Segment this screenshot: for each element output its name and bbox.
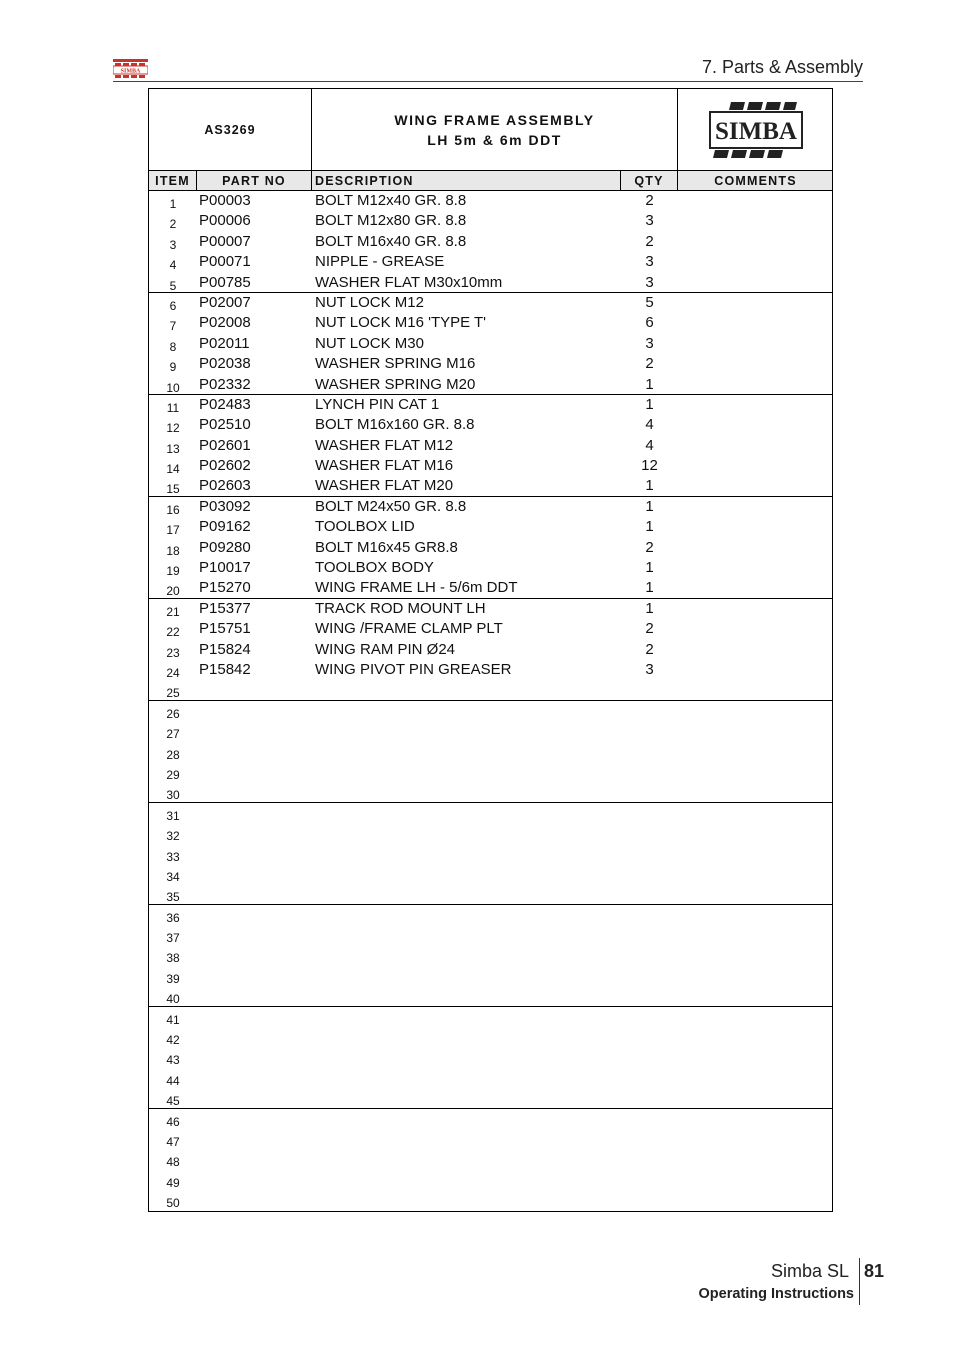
table-row bbox=[149, 1088, 832, 1108]
item-number: 50 bbox=[166, 1196, 180, 1211]
part-description: WING RAM PIN Ø24 bbox=[315, 640, 456, 658]
part-number: P15751 bbox=[199, 620, 251, 638]
item-number: 2 bbox=[169, 217, 177, 232]
item-number: 33 bbox=[166, 849, 180, 864]
part-description: WING FRAME LH - 5/6m DDT bbox=[315, 579, 518, 597]
part-description: WASHER FLAT M30x10mm bbox=[315, 273, 503, 291]
table-row bbox=[149, 823, 832, 843]
item-number: 6 bbox=[169, 298, 177, 313]
part-number: P02601 bbox=[199, 436, 251, 454]
part-description: WING PIVOT PIN GREASER bbox=[315, 660, 512, 678]
part-qty: 1 bbox=[645, 497, 654, 515]
item-number: 49 bbox=[166, 1175, 180, 1190]
part-qty: 3 bbox=[645, 253, 654, 271]
item-number: 27 bbox=[166, 727, 180, 742]
item-number: 14 bbox=[166, 462, 180, 477]
part-description: LYNCH PIN CAT 1 bbox=[315, 395, 440, 413]
part-number: P00006 bbox=[199, 212, 251, 230]
item-number: 47 bbox=[166, 1134, 180, 1149]
part-description: BOLT M16x40 GR. 8.8 bbox=[315, 232, 467, 250]
table-row bbox=[149, 211, 832, 231]
table-row bbox=[149, 701, 832, 721]
item-number: 31 bbox=[166, 808, 180, 823]
item-number: 11 bbox=[166, 400, 180, 415]
part-description: TOOLBOX LID bbox=[315, 518, 415, 536]
part-number: P09162 bbox=[199, 518, 251, 536]
item-number: 32 bbox=[166, 829, 180, 844]
part-qty: 2 bbox=[645, 355, 654, 373]
part-qty: 3 bbox=[645, 660, 654, 678]
table-row bbox=[149, 578, 832, 598]
table-row bbox=[149, 1149, 832, 1169]
part-description: NIPPLE - GREASE bbox=[315, 253, 445, 271]
part-qty: 2 bbox=[645, 640, 654, 658]
part-qty: 1 bbox=[645, 599, 654, 617]
part-description: BOLT M24x50 GR. 8.8 bbox=[315, 497, 467, 515]
item-number: 41 bbox=[166, 1012, 180, 1027]
part-description: BOLT M16x160 GR. 8.8 bbox=[315, 416, 475, 434]
part-description: WASHER FLAT M16 bbox=[315, 457, 454, 475]
item-number: 7 bbox=[169, 319, 177, 334]
item-number: 25 bbox=[166, 686, 180, 701]
part-number: P02483 bbox=[199, 395, 251, 413]
table-row bbox=[149, 375, 832, 395]
item-number: 9 bbox=[169, 360, 177, 375]
item-number: 18 bbox=[166, 543, 180, 558]
part-qty: 3 bbox=[645, 273, 654, 291]
table-row bbox=[149, 742, 832, 762]
header-rule bbox=[113, 81, 863, 82]
part-description: NUT LOCK M30 bbox=[315, 334, 424, 352]
table-row bbox=[149, 803, 832, 823]
item-number: 20 bbox=[166, 584, 180, 599]
part-qty: 1 bbox=[645, 395, 654, 413]
col-header-item: ITEM bbox=[149, 171, 197, 190]
part-qty: 1 bbox=[645, 559, 654, 577]
part-number: P09280 bbox=[199, 538, 251, 556]
item-number: 40 bbox=[166, 992, 180, 1007]
item-number: 42 bbox=[166, 1033, 180, 1048]
table-row bbox=[149, 782, 832, 802]
part-description: BOLT M12x40 GR. 8.8 bbox=[315, 192, 467, 209]
item-number: 48 bbox=[166, 1155, 180, 1170]
table-row bbox=[149, 884, 832, 904]
item-number: 45 bbox=[166, 1094, 180, 1109]
item-number: 5 bbox=[169, 278, 177, 293]
table-row bbox=[149, 1190, 832, 1210]
parts-rows bbox=[149, 191, 832, 1211]
part-number: P02007 bbox=[199, 293, 251, 311]
footer-separator bbox=[859, 1258, 860, 1305]
part-number: P15270 bbox=[199, 579, 251, 597]
table-row bbox=[149, 497, 832, 517]
table-row bbox=[149, 517, 832, 537]
table-row bbox=[149, 538, 832, 558]
part-description: WASHER SPRING M16 bbox=[315, 355, 476, 373]
assembly-title-line1: WING FRAME ASSEMBLY bbox=[394, 111, 595, 128]
part-description: WING /FRAME CLAMP PLT bbox=[315, 620, 503, 638]
table-row bbox=[149, 1047, 832, 1067]
part-qty: 4 bbox=[645, 436, 654, 454]
table-row bbox=[149, 313, 832, 333]
footer-subtitle: Operating Instructions bbox=[698, 1286, 854, 1302]
item-number: 26 bbox=[166, 706, 180, 721]
col-header-description: DESCRIPTION bbox=[312, 171, 621, 190]
item-number: 28 bbox=[166, 747, 180, 762]
part-number: P15824 bbox=[199, 640, 251, 658]
table-row bbox=[149, 660, 832, 680]
title-block bbox=[149, 89, 832, 171]
section-title: 7. Parts & Assembly bbox=[701, 57, 863, 77]
table-row bbox=[149, 1068, 832, 1088]
part-number: P02602 bbox=[199, 457, 251, 475]
part-number: P10017 bbox=[199, 559, 251, 577]
simba-logo-small bbox=[113, 59, 148, 79]
item-number: 36 bbox=[166, 910, 180, 925]
table-row bbox=[149, 456, 832, 476]
item-number: 1 bbox=[169, 197, 177, 211]
footer-model: Simba SL bbox=[771, 1261, 850, 1281]
table-row bbox=[149, 966, 832, 986]
part-description: WASHER FLAT M12 bbox=[315, 436, 454, 454]
assembly-title bbox=[312, 89, 678, 170]
svg-text:SIMBA: SIMBA bbox=[714, 117, 797, 145]
table-row bbox=[149, 1109, 832, 1129]
table-row bbox=[149, 415, 832, 435]
part-number: P15377 bbox=[199, 599, 251, 617]
part-description: TRACK ROD MOUNT LH bbox=[315, 599, 486, 617]
item-number: 44 bbox=[166, 1073, 180, 1088]
part-qty: 4 bbox=[645, 416, 654, 434]
table-row bbox=[149, 354, 832, 374]
part-qty: 2 bbox=[645, 192, 654, 209]
part-qty: 1 bbox=[645, 518, 654, 536]
column-headers bbox=[149, 171, 832, 191]
table-row bbox=[149, 252, 832, 272]
item-number: 38 bbox=[166, 951, 180, 966]
table-row bbox=[149, 395, 832, 415]
part-qty: 2 bbox=[645, 620, 654, 638]
table-row bbox=[149, 599, 832, 619]
table-row bbox=[149, 945, 832, 965]
item-number: 21 bbox=[166, 604, 180, 619]
table-row bbox=[149, 680, 832, 700]
part-number: P02510 bbox=[199, 416, 251, 434]
part-description: BOLT M16x45 GR8.8 bbox=[315, 538, 458, 556]
item-number: 43 bbox=[166, 1053, 180, 1068]
item-number: 46 bbox=[166, 1114, 180, 1129]
table-row bbox=[149, 619, 832, 639]
item-number: 34 bbox=[166, 869, 180, 884]
item-number: 24 bbox=[166, 665, 180, 680]
part-number: P15842 bbox=[199, 660, 251, 678]
svg-text:SIMBA: SIMBA bbox=[120, 68, 141, 75]
simba-logo bbox=[707, 99, 805, 161]
simba-logo-box bbox=[678, 89, 833, 170]
item-number: 30 bbox=[166, 788, 180, 803]
item-number: 15 bbox=[166, 482, 180, 497]
part-number: P00003 bbox=[199, 192, 251, 209]
part-number: P03092 bbox=[199, 497, 251, 515]
table-row bbox=[149, 864, 832, 884]
item-number: 29 bbox=[166, 767, 180, 782]
table-row bbox=[149, 476, 832, 496]
part-qty: 6 bbox=[645, 314, 654, 332]
part-qty: 3 bbox=[645, 334, 654, 352]
item-number: 17 bbox=[166, 523, 180, 538]
table-row bbox=[149, 721, 832, 741]
parts-table bbox=[148, 88, 833, 1212]
table-row bbox=[149, 232, 832, 252]
table-row bbox=[149, 334, 832, 354]
table-row bbox=[149, 905, 832, 925]
part-qty: 1 bbox=[645, 375, 654, 393]
assembly-number: AS3269 bbox=[149, 89, 312, 170]
part-description: NUT LOCK M16 'TYPE T' bbox=[315, 314, 487, 332]
part-number: P02008 bbox=[199, 314, 251, 332]
item-number: 3 bbox=[169, 237, 177, 252]
assembly-title-line2: LH 5m & 6m DDT bbox=[427, 131, 562, 148]
table-row bbox=[149, 1007, 832, 1027]
table-row bbox=[149, 273, 832, 293]
page-number: 81 bbox=[864, 1261, 885, 1281]
part-description: BOLT M12x80 GR. 8.8 bbox=[315, 212, 467, 230]
table-row bbox=[149, 986, 832, 1006]
col-header-qty: QTY bbox=[621, 171, 678, 190]
item-number: 19 bbox=[166, 564, 180, 579]
part-qty: 1 bbox=[645, 477, 654, 495]
part-description: NUT LOCK M12 bbox=[315, 293, 424, 311]
item-number: 8 bbox=[169, 339, 177, 354]
part-qty: 12 bbox=[641, 457, 658, 475]
item-number: 37 bbox=[166, 931, 180, 946]
table-row bbox=[149, 925, 832, 945]
part-description: WASHER FLAT M20 bbox=[315, 477, 454, 495]
item-number: 16 bbox=[166, 502, 180, 517]
item-number: 13 bbox=[166, 441, 180, 456]
item-number: 4 bbox=[169, 258, 177, 273]
item-number: 22 bbox=[166, 625, 180, 640]
item-number: 35 bbox=[166, 890, 180, 905]
col-header-part-no: PART NO bbox=[197, 171, 312, 190]
table-row bbox=[149, 1129, 832, 1149]
table-row bbox=[149, 436, 832, 456]
part-number: P00071 bbox=[199, 253, 251, 271]
table-row bbox=[149, 558, 832, 578]
col-header-comments: COMMENTS bbox=[714, 174, 797, 188]
table-row bbox=[149, 762, 832, 782]
item-number: 23 bbox=[166, 645, 180, 660]
part-qty: 1 bbox=[645, 579, 654, 597]
table-row bbox=[149, 1170, 832, 1190]
table-row bbox=[149, 191, 832, 211]
part-number: P02332 bbox=[199, 375, 251, 393]
part-number: P02603 bbox=[199, 477, 251, 495]
part-description: TOOLBOX BODY bbox=[315, 559, 434, 577]
part-number: P00785 bbox=[199, 273, 251, 291]
item-number: 39 bbox=[166, 971, 180, 986]
part-description: WASHER SPRING M20 bbox=[315, 375, 476, 393]
table-row bbox=[149, 640, 832, 660]
part-qty: 2 bbox=[645, 232, 654, 250]
part-qty: 5 bbox=[645, 293, 654, 311]
item-number: 12 bbox=[166, 421, 180, 436]
table-row bbox=[149, 844, 832, 864]
table-row bbox=[149, 1027, 832, 1047]
item-number: 10 bbox=[166, 380, 180, 395]
part-number: P02011 bbox=[199, 334, 250, 352]
part-qty: 2 bbox=[645, 538, 654, 556]
part-qty: 3 bbox=[645, 212, 654, 230]
part-number: P00007 bbox=[199, 232, 251, 250]
part-number: P02038 bbox=[199, 355, 251, 373]
table-row bbox=[149, 293, 832, 313]
